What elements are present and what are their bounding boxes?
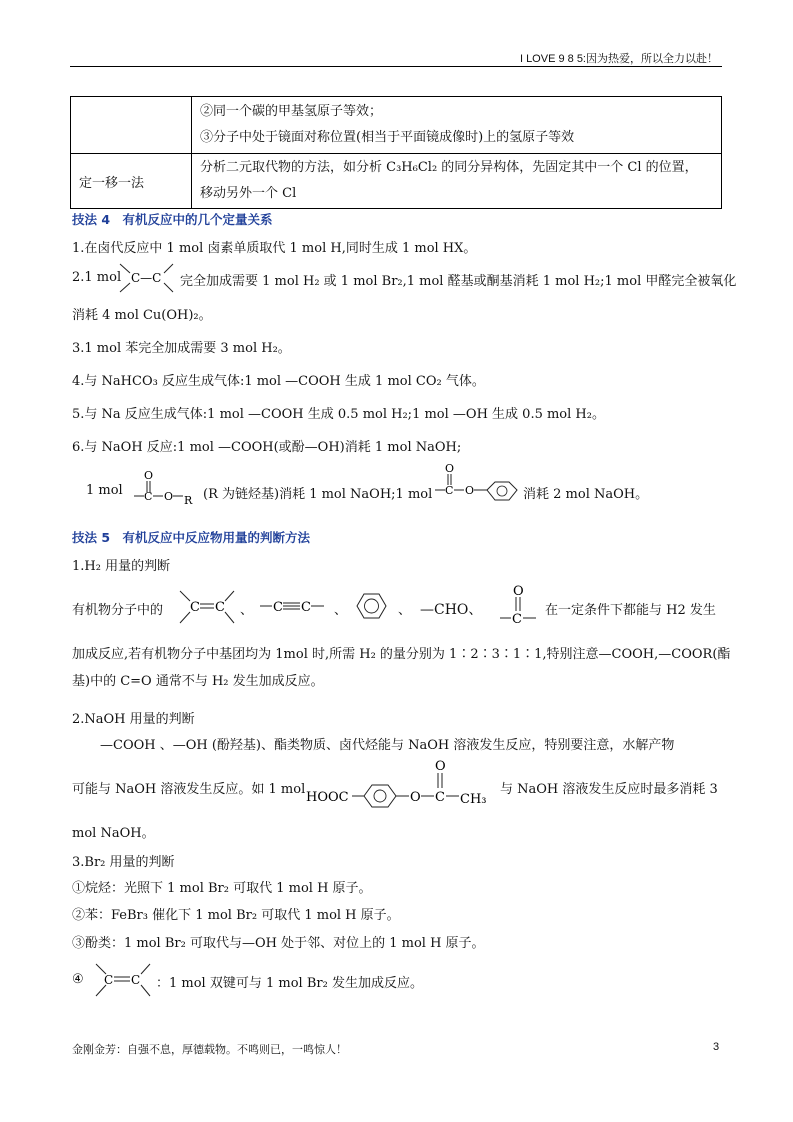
subheading: 3.Br₂ 用量的判断	[72, 855, 175, 870]
structure-c-c-bond	[118, 262, 178, 296]
separator: 、	[398, 603, 412, 618]
list-item-number: ④	[72, 972, 84, 987]
header-text: I LOVE 9 8 5:因为热爱，所以全力以赴！	[519, 53, 718, 65]
paragraph: 消耗 4 mol Cu(OH)₂。	[72, 308, 212, 323]
table-row	[71, 154, 722, 209]
structure-label: C	[301, 600, 311, 615]
structure-label: O	[410, 790, 421, 805]
paragraph: 与 NaOH 溶液发生反应时最多消耗 3	[500, 782, 718, 797]
paragraph: 4.与 NaHCO₃ 反应生成气体:1 mol —COOH 生成 1 mol CO₂ 气体。	[72, 374, 485, 389]
structure-carbonyl	[498, 583, 542, 629]
footer-text: 金刚金芳：自强不息，厚德载物。不鸣则已，一鸣惊人！	[72, 1044, 347, 1056]
paragraph: 基)中的 C=O 通常不与 H₂ 发生加成反应。	[72, 674, 324, 689]
structure-label: CH₃	[460, 792, 487, 807]
list-item: ①烷烃：光照下 1 mol Br₂ 可取代 1 mol H 原子。	[72, 881, 372, 896]
structure-label: O	[513, 584, 524, 599]
paragraph: 1 mol	[86, 483, 123, 498]
list-item: ：1 mol 双键可与 1 mol Br₂ 发生加成反应。	[156, 976, 423, 991]
structure-label: C	[215, 600, 225, 615]
table-cell	[192, 97, 722, 154]
paragraph: 3.1 mol 苯完全加成需要 3 mol H₂。	[72, 341, 291, 356]
structure-ester-r	[130, 466, 200, 510]
subheading: 2.NaOH 用量的判断	[72, 712, 195, 727]
structure-label: C	[104, 973, 114, 987]
structure-label: C	[273, 600, 283, 615]
paragraph: 2.1 mol	[72, 270, 122, 285]
structure-label: O	[465, 484, 475, 497]
separator: 、	[240, 603, 254, 618]
structure-label: O	[435, 759, 446, 774]
table-line: 移动另外一个 Cl	[200, 186, 297, 201]
paragraph: 完全加成需要 1 mol H₂ 或 1 mol Br₂,1 mol 醛基或酮基消耗 1 mol H₂;1 mol 甲醛完全被氧化	[180, 274, 737, 289]
structure-4-acetoxybenzoic-acid	[306, 758, 506, 812]
structure-label: O	[445, 462, 455, 475]
structure-label: R	[184, 494, 193, 507]
header-rule	[70, 66, 722, 67]
list-item: ②苯：FeBr₃ 催化下 1 mol Br₂ 可取代 1 mol H 原子。	[72, 908, 400, 923]
structure-benzene	[355, 589, 389, 623]
structure-label: C—C	[131, 271, 162, 285]
paragraph: 有机物分子中的	[72, 603, 164, 618]
structure-double-bond	[92, 960, 156, 1000]
formula-cho: —CHO、	[420, 602, 483, 618]
paragraph: mol NaOH。	[72, 826, 155, 841]
structure-label: C	[512, 612, 522, 627]
paragraph: 加成反应,若有机物分子中基团均为 1mol 时,所需 H₂ 的量分别为 1∶2∶3∶1∶1,特别注意—COOH,—COOR(酯	[72, 647, 731, 662]
structure-label: O	[164, 490, 174, 503]
structure-label: C	[131, 973, 141, 987]
subheading: 1.H₂ 用量的判断	[72, 559, 171, 574]
page-number: 3	[713, 1041, 720, 1053]
section-title: 技法 5 有机反应中反应物用量的判断方法	[72, 530, 311, 545]
section-title: 技法 4 有机反应中的几个定量关系	[72, 212, 273, 227]
structure-alkene	[176, 587, 240, 627]
structure-label: HOOC	[306, 790, 349, 805]
structure-label: C	[190, 600, 200, 615]
structure-phenyl-ester	[431, 460, 517, 512]
table-line: ③分子中处于镜面对称位置(相当于平面镜成像时)上的氢原子等效	[200, 130, 575, 145]
table-cell	[192, 154, 722, 209]
separator: 、	[334, 603, 348, 618]
table-row	[71, 97, 722, 154]
table-line: ②同一个碳的甲基氢原子等效；	[200, 104, 383, 119]
table-line: 分析二元取代物的方法，如分析 C₃H₆Cl₂ 的同分异构体，先固定其中一个 Cl 的位置，	[200, 160, 698, 175]
paragraph: (R 为链烃基)消耗 1 mol NaOH;1 mol	[203, 487, 433, 502]
structure-label: C	[435, 790, 445, 805]
structure-label: C	[144, 490, 153, 503]
method-table	[70, 96, 722, 209]
paragraph: 1.在卤代反应中 1 mol 卤素单质取代 1 mol H,同时生成 1 mol HX。	[72, 241, 477, 256]
structure-label: O	[144, 469, 154, 482]
paragraph: 可能与 NaOH 溶液发生反应。如 1 mol	[72, 782, 306, 797]
table-cell-label: 定一移一法	[71, 154, 192, 209]
paragraph: 5.与 Na 反应生成气体:1 mol —COOH 生成 0.5 mol H₂;1 mol —OH 生成 0.5 mol H₂。	[72, 407, 605, 422]
table-cell-empty	[71, 97, 192, 154]
paragraph: 6.与 NaOH 反应:1 mol —COOH(或酚—OH)消耗 1 mol NaOH;	[72, 440, 462, 455]
paragraph: —COOH 、—OH (酚羟基)、酯类物质、卤代烃能与 NaOH 溶液发生反应，特别要注意，水解产物	[100, 738, 675, 753]
paragraph: 消耗 2 mol NaOH。	[523, 487, 649, 502]
list-item: ③酚类：1 mol Br₂ 可取代与—OH 处于邻、对位上的 1 mol H 原子。	[72, 936, 485, 951]
paragraph: 在一定条件下都能与 H2 发生	[545, 603, 716, 618]
structure-alkyne	[258, 596, 334, 616]
structure-label: C	[445, 484, 454, 497]
